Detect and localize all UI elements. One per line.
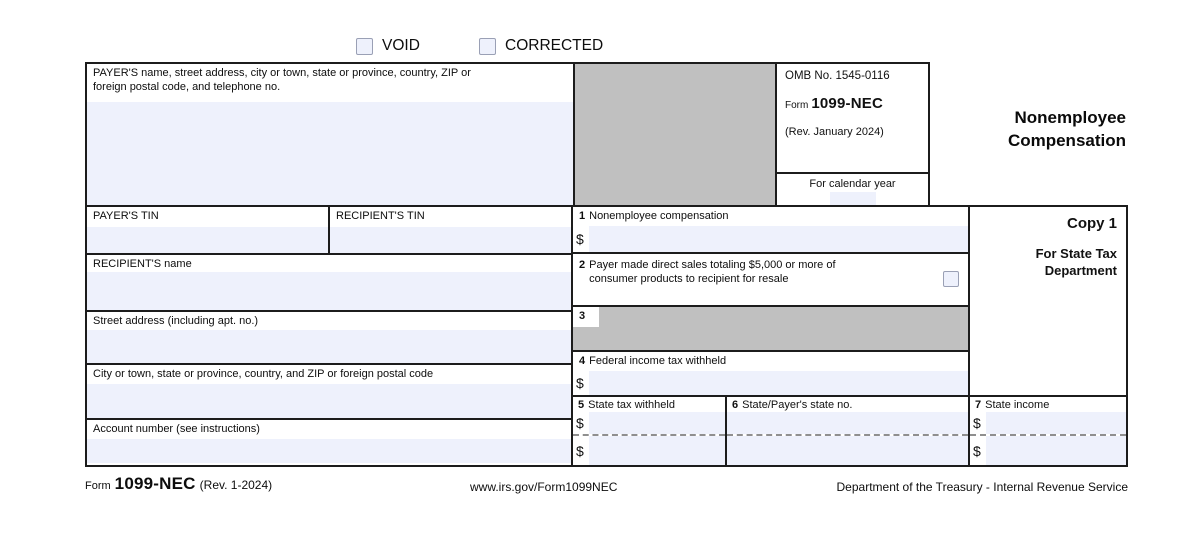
box7-number: 7 [975, 399, 982, 411]
payer-info-box [85, 62, 573, 205]
box4-label-text: Federal income tax withheld [589, 355, 727, 367]
box5 [573, 397, 727, 465]
calendar-year-label: For calendar year [809, 178, 896, 190]
box7-input-2[interactable] [986, 436, 1126, 465]
copy-designation [970, 207, 1126, 397]
box1 [573, 207, 970, 254]
form-body [85, 205, 1128, 467]
box6-input-1[interactable] [727, 412, 968, 434]
box5-currency-symbol-1: $ [573, 412, 589, 434]
box4-currency-symbol: $ [573, 371, 589, 395]
box5-number: 5 [578, 399, 585, 411]
box1-label [573, 207, 968, 224]
account-number-input[interactable] [87, 439, 571, 463]
void-checkbox[interactable] [356, 38, 373, 55]
box3-number: 3 [573, 307, 599, 327]
form-title-line2: Compensation [1007, 130, 1126, 150]
void-label: VOID [382, 37, 420, 54]
form-title [930, 107, 1126, 153]
street-address-input[interactable] [87, 330, 571, 363]
box1-number: 1 [579, 210, 586, 222]
shaded-area-top [573, 62, 775, 205]
box2 [573, 254, 970, 307]
payer-info-label: PAYER'S name, street address, city or town, state or province, country, ZIP or foreign postal code, and telephone no. [93, 67, 471, 93]
box6-row2 [727, 436, 968, 465]
payers-tin-input[interactable] [87, 227, 328, 253]
recipients-tin-box [330, 207, 573, 255]
omb-box [775, 62, 930, 205]
footer-form-id [85, 474, 272, 494]
recipients-name-label: RECIPIENT'S name [93, 258, 192, 270]
footer-form-number: 1099-NEC [114, 474, 196, 493]
box7-currency-symbol-1: $ [970, 412, 986, 434]
payers-tin-box [87, 207, 330, 255]
recipients-name-box [87, 255, 573, 312]
recipients-tin-input[interactable] [330, 227, 571, 253]
box2-label-text: Payer made direct sales totaling $5,000 or more of consumer products to recipient for resale [589, 259, 836, 285]
box6 [727, 397, 970, 465]
box6-input-2[interactable] [727, 436, 968, 465]
box1-currency-symbol: $ [573, 226, 589, 252]
box7-label-text: State income [985, 399, 1050, 411]
box7-input-1[interactable] [986, 412, 1126, 434]
calendar-year-box [777, 178, 928, 207]
street-address-box [87, 312, 573, 365]
copy-recipient-line1: For State Tax [1035, 246, 1117, 261]
box3 [573, 307, 970, 352]
footer-agency: Department of the Treasury - Internal Revenue Service [836, 480, 1128, 494]
box7-row1 [970, 412, 1126, 436]
box2-label [573, 254, 968, 287]
copy-recipient-line2: Department [1044, 262, 1117, 278]
box6-label [727, 397, 968, 412]
box4-input[interactable] [589, 371, 968, 395]
box4-label [573, 352, 968, 369]
box5-input-1[interactable] [589, 412, 725, 434]
box4 [573, 352, 970, 397]
box1-label-text: Nonemployee compensation [589, 210, 729, 222]
box7-row2 [970, 436, 1126, 465]
form-number-line [785, 95, 928, 113]
omb-number: OMB No. 1545-0116 [785, 70, 890, 82]
footer-form-word: Form [85, 480, 111, 492]
box6-row1 [727, 412, 968, 436]
box2-number: 2 [579, 259, 586, 271]
payer-info-input[interactable] [87, 102, 573, 205]
form-revision: (Rev. January 2024) [785, 126, 884, 138]
box6-number: 6 [732, 399, 739, 411]
form-number: 1099-NEC [811, 95, 883, 112]
form-title-line1: Nonemployee [1014, 108, 1126, 127]
payers-tin-label: PAYER'S TIN [93, 210, 159, 222]
box7-label [970, 397, 1126, 412]
box5-label-text: State tax withheld [588, 399, 675, 411]
corrected-checkbox[interactable] [479, 38, 496, 55]
copy-recipient [970, 246, 1117, 280]
box7 [970, 397, 1126, 465]
city-label: City or town, state or province, country, and ZIP or foreign postal code [93, 368, 434, 380]
box5-row2 [573, 436, 725, 465]
corrected-label: CORRECTED [505, 37, 604, 54]
account-number-label: Account number (see instructions) [93, 423, 260, 435]
box5-label [573, 397, 725, 412]
box1-input[interactable] [589, 226, 968, 252]
box5-currency-symbol-2: $ [573, 436, 589, 465]
footer-form-revision: (Rev. 1-2024) [199, 478, 273, 492]
box5-row1 [573, 412, 725, 436]
recipients-name-input[interactable] [87, 272, 571, 310]
form-word: Form [785, 100, 809, 111]
box1-amount-row [573, 226, 968, 252]
account-number-box [87, 420, 573, 465]
omb-info [777, 70, 928, 174]
box6-label-text: State/Payer's state no. [742, 399, 853, 411]
city-input[interactable] [87, 384, 571, 418]
box2-checkbox[interactable] [943, 271, 959, 287]
copy-label: Copy 1 [1066, 215, 1117, 232]
city-box [87, 365, 573, 420]
footer-url: www.irs.gov/Form1099NEC [470, 480, 618, 494]
street-address-label: Street address (including apt. no.) [93, 315, 259, 327]
box4-amount-row [573, 371, 968, 395]
box4-number: 4 [579, 355, 586, 367]
box5-input-2[interactable] [589, 436, 725, 465]
box7-currency-symbol-2: $ [970, 436, 986, 465]
recipients-tin-label: RECIPIENT'S TIN [336, 210, 425, 222]
